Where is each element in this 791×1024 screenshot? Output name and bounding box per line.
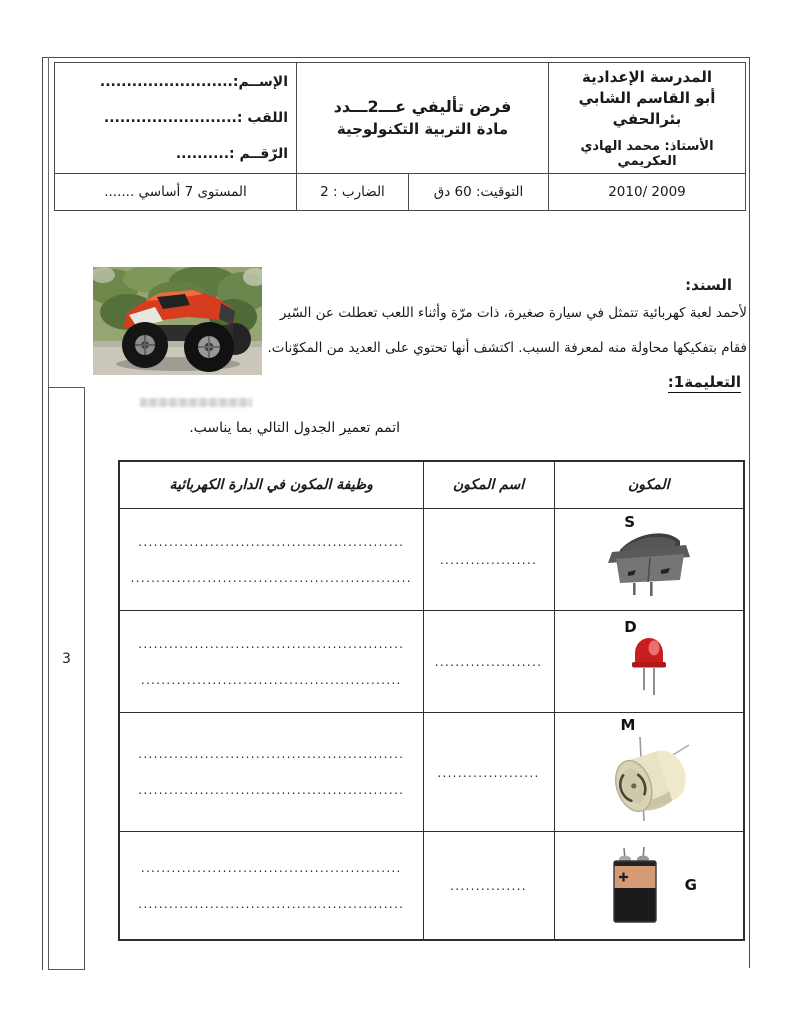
name-cell-motor bbox=[423, 713, 554, 832]
function-cell-motor bbox=[119, 713, 423, 832]
function-cell-battery bbox=[119, 832, 423, 941]
page-frame-left-outer bbox=[42, 57, 43, 970]
student-info-cell bbox=[55, 63, 297, 174]
component-label-m: M bbox=[620, 716, 636, 734]
table-row-battery bbox=[119, 832, 744, 941]
support-paragraph-line1: لأحمد لعبة كهربائية تتمثل في سيارة صغيرة، ذات مرّة وأثناء اللعب تعطلت عن السّير bbox=[279, 305, 747, 321]
student-surname-field: اللقب :......................... bbox=[103, 110, 288, 126]
side-page-number-box bbox=[48, 387, 85, 970]
level-cell: المستوى 7 أساسي ....... bbox=[55, 174, 297, 211]
col-header-function: وظيفة المكون في الدارة الكهربائية bbox=[119, 461, 423, 509]
function-cell-switch bbox=[119, 509, 423, 611]
exam-title-line1: فرض تأليفي عـــ2ـــدد bbox=[333, 97, 512, 116]
function-answer-line2: .................................................... bbox=[138, 898, 405, 909]
school-year-cell bbox=[549, 174, 746, 211]
student-name-field: الإســم:......................... bbox=[99, 74, 288, 90]
timing-cell: التوقيت: 60 دق bbox=[409, 174, 549, 211]
function-answer-line1: ................................................... bbox=[140, 862, 402, 873]
header-table bbox=[54, 62, 746, 211]
function-answer-line2: ................................................... bbox=[140, 674, 402, 685]
component-cell-motor bbox=[554, 713, 744, 832]
component-cell-led bbox=[554, 611, 744, 713]
function-answer-line1: .................................................... bbox=[138, 638, 405, 649]
school-year: 2010/ 2009 bbox=[608, 184, 686, 200]
name-cell-switch bbox=[423, 509, 554, 611]
student-number-field: الرّقــم :.......... bbox=[175, 146, 288, 162]
components-table bbox=[118, 460, 745, 941]
school-cell bbox=[549, 63, 746, 174]
page-frame-right bbox=[749, 57, 750, 968]
name-answer-line: ................... bbox=[439, 555, 538, 565]
name-answer-line: .................... bbox=[437, 767, 540, 778]
function-answer-line2: .................................................... bbox=[138, 785, 405, 795]
teacher-name: الأستاذ: محمد الهادي العكريمي bbox=[580, 139, 714, 169]
component-label-s: S bbox=[624, 513, 636, 531]
name-cell-led bbox=[423, 611, 554, 713]
support-title: السند: bbox=[685, 276, 732, 294]
col-header-name: اسم المكون bbox=[423, 461, 554, 509]
school-name-line2: أبو القاسم الشابي بئرالحفي bbox=[578, 89, 716, 128]
function-answer-line2: ....................................................... bbox=[130, 572, 412, 583]
component-label-d: D bbox=[624, 618, 637, 636]
name-cell-battery bbox=[423, 832, 554, 941]
coefficient-cell: الضارب : 2 bbox=[297, 174, 409, 211]
function-answer-line1: .................................................... bbox=[138, 536, 405, 547]
col-header-component: المكون bbox=[554, 461, 744, 509]
exam-title-cell bbox=[297, 63, 549, 174]
component-label-g: G bbox=[684, 876, 697, 894]
battery-image bbox=[610, 845, 660, 927]
rocker-switch-image bbox=[606, 530, 692, 596]
table-row-led bbox=[119, 611, 744, 713]
name-answer-line: ............... bbox=[450, 881, 527, 891]
table-row-motor bbox=[119, 713, 744, 832]
instruction-title: التعليمة1: bbox=[667, 373, 741, 391]
watermark-artifact bbox=[140, 398, 252, 407]
side-page-number: 3 bbox=[62, 651, 71, 667]
component-cell-battery bbox=[554, 832, 744, 941]
toy-truck-image bbox=[93, 267, 262, 375]
component-cell-switch bbox=[554, 509, 744, 611]
page-frame-top bbox=[42, 57, 750, 58]
school-name-line1: المدرسة الإعدادية bbox=[582, 68, 712, 86]
exam-subject-line: مادة التربية التكنولوجية bbox=[336, 120, 509, 138]
led-image bbox=[627, 635, 671, 699]
function-cell-led bbox=[119, 611, 423, 713]
support-paragraph-line2: فقام بتفكيكها محاولة منه لمعرفة السبب. اكتشف أنها تحتوي على العديد من المكوّنات. bbox=[267, 340, 747, 356]
instruction-text: اتمم تعمير الجدول التالي بما يناسب. bbox=[189, 420, 400, 436]
table-row-switch bbox=[119, 509, 744, 611]
dc-motor-image bbox=[603, 719, 695, 827]
name-answer-line: ..................... bbox=[434, 657, 543, 667]
toy-truck-photo bbox=[93, 267, 262, 375]
function-answer-line1: .................................................... bbox=[138, 749, 405, 759]
